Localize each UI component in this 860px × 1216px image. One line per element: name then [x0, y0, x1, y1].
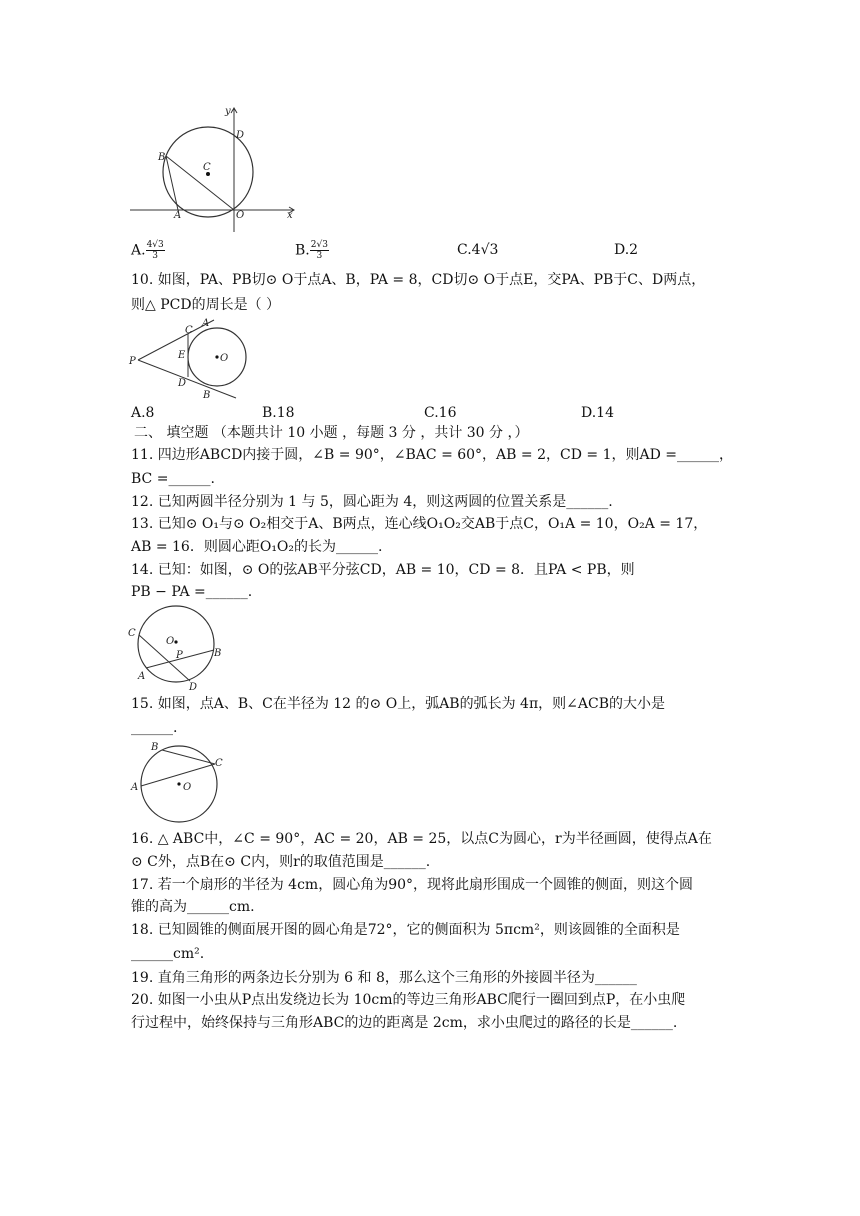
label-e: E: [178, 350, 186, 361]
q10-line2: 则△ PCD的周长是（ ）: [131, 297, 281, 313]
q9-option-b-fraction: [310, 240, 329, 261]
q9-option-a-denominator: 3: [152, 251, 159, 261]
q17-line2: 锥的高为______cm.: [131, 899, 255, 915]
figure-q9-circle-axes: [126, 104, 306, 238]
label-p: P: [176, 650, 183, 661]
label-c: C: [203, 162, 211, 173]
center-dot-o: [177, 782, 180, 785]
label-d: D: [178, 378, 187, 389]
q9-option-a: [131, 240, 165, 261]
label-b: B: [158, 152, 166, 163]
figure-q15-arc: [126, 738, 230, 826]
label-o: O: [236, 210, 245, 221]
q14-line1: 14. 已知：如图，⊙ O的弦AB平分弦CD，AB = 10，CD = 8．且PA < PB，则: [131, 562, 635, 578]
q9-option-c: C.4√3: [457, 242, 499, 258]
label-x: x: [287, 210, 293, 221]
figure-q14-chords: [126, 602, 230, 692]
q20-line2: 行过程中，始终保持与三角形ABC的边的距离是 2cm，求小虫爬过的路径的长是______.: [131, 1015, 678, 1031]
q11-line2: BC =______.: [131, 471, 215, 487]
q10-option-a: A.8: [131, 405, 155, 421]
q9-option-a-numerator: 4√3: [146, 240, 164, 250]
label-a: A: [174, 210, 182, 221]
label-y: y: [225, 106, 231, 117]
center-dot-o: [174, 640, 177, 643]
q15-line2: ______.: [131, 720, 178, 736]
q18-line1: 18. 已知圆锥的侧面展开图的圆心角是72°，它的侧面积为 5πcm²，则该圆锥的全面积是: [131, 922, 680, 938]
label-o: O: [220, 353, 229, 364]
q18-line2: ______cm².: [131, 946, 205, 962]
label-b: B: [203, 390, 211, 401]
label-b: B: [214, 648, 222, 659]
q15-line1: 15. 如图，点A、B、C在半径为 12 的⊙ O上，弧AB的弧长为 4π，则∠ACB的大小是: [131, 696, 665, 712]
label-c: C: [215, 758, 223, 769]
q13-line2: AB = 16．则圆心距O₁O₂的长为______.: [131, 539, 383, 555]
q10-option-d: D.14: [581, 405, 614, 421]
chord-bc: [162, 750, 215, 764]
q12-text: 12. 已知两圆半径分别为 1 与 5，圆心距为 4，则这两圆的位置关系是______.: [131, 494, 613, 510]
q9-option-d: D.2: [614, 242, 639, 258]
q17-line1: 17. 若一个扇形的半径为 4cm，圆心角为90°，现将此扇形围成一个圆锥的侧面，则这个圆: [131, 877, 694, 893]
label-d: D: [236, 130, 245, 141]
chord-ac: [141, 764, 215, 786]
label-c: C: [128, 628, 136, 639]
label-a: A: [138, 671, 146, 682]
q9-option-b-numerator: 2√3: [310, 240, 328, 250]
triangle-bao: [166, 156, 234, 210]
label-p: P: [129, 356, 136, 367]
label-d: D: [189, 682, 198, 692]
label-b: B: [151, 742, 159, 753]
q10-option-b: B.18: [262, 405, 295, 421]
label-a: A: [131, 782, 139, 793]
q10-option-c: C.16: [424, 405, 457, 421]
q13-line1: 13. 已知⊙ O₁与⊙ O₂相交于A、B两点，连心线O₁O₂交AB于点C，O₁A = 10，O₂A = 17，: [131, 516, 708, 532]
center-dot-o: [215, 355, 218, 358]
q9-option-b-prefix: B.: [295, 242, 310, 259]
q9-option-b-denominator: 3: [316, 251, 323, 261]
q20-line1: 20. 如图一小虫从P点出发绕边长为 10cm的等边三角形ABC爬行一圈回到点P，在小虫爬: [131, 992, 686, 1008]
q9-option-b: [295, 240, 329, 261]
label-a: A: [202, 318, 210, 329]
q11-line1: 11. 四边形ABCD内接于圆，∠B = 90°，∠BAC = 60°，AB = 2，CD = 1，则AD =______，: [131, 447, 733, 463]
label-o: O: [183, 782, 192, 793]
q10-line1: 10. 如图，PA、PB切⊙ O于点A、B，PA = 8，CD切⊙ O于点E，交PA、PB于C、D两点，: [131, 272, 706, 288]
q16-line2: ⊙ C外，点B在⊙ C内，则r的取值范围是______.: [131, 854, 431, 870]
line-pb: [138, 360, 236, 398]
figure-q10-tangents: [126, 316, 256, 402]
label-o: O: [166, 636, 175, 647]
section-2-heading: 二、 填空题 （本题共计 10 小题 ，每题 3 分 ，共计 30 分 ，）: [134, 425, 529, 441]
label-c: C: [185, 325, 193, 336]
q9-option-a-fraction: [146, 240, 165, 261]
q9-option-a-prefix: A.: [131, 242, 146, 259]
q16-line1: 16. △ ABC中，∠C = 90°，AC = 20，AB = 25，以点C为圆心，r为半径画圆，使得点A在: [131, 831, 712, 847]
q14-line2: PB − PA =______.: [131, 584, 253, 600]
q19-text: 19. 直角三角形的两条边长分别为 6 和 8，那么这个三角形的外接圆半径为______: [131, 970, 637, 986]
